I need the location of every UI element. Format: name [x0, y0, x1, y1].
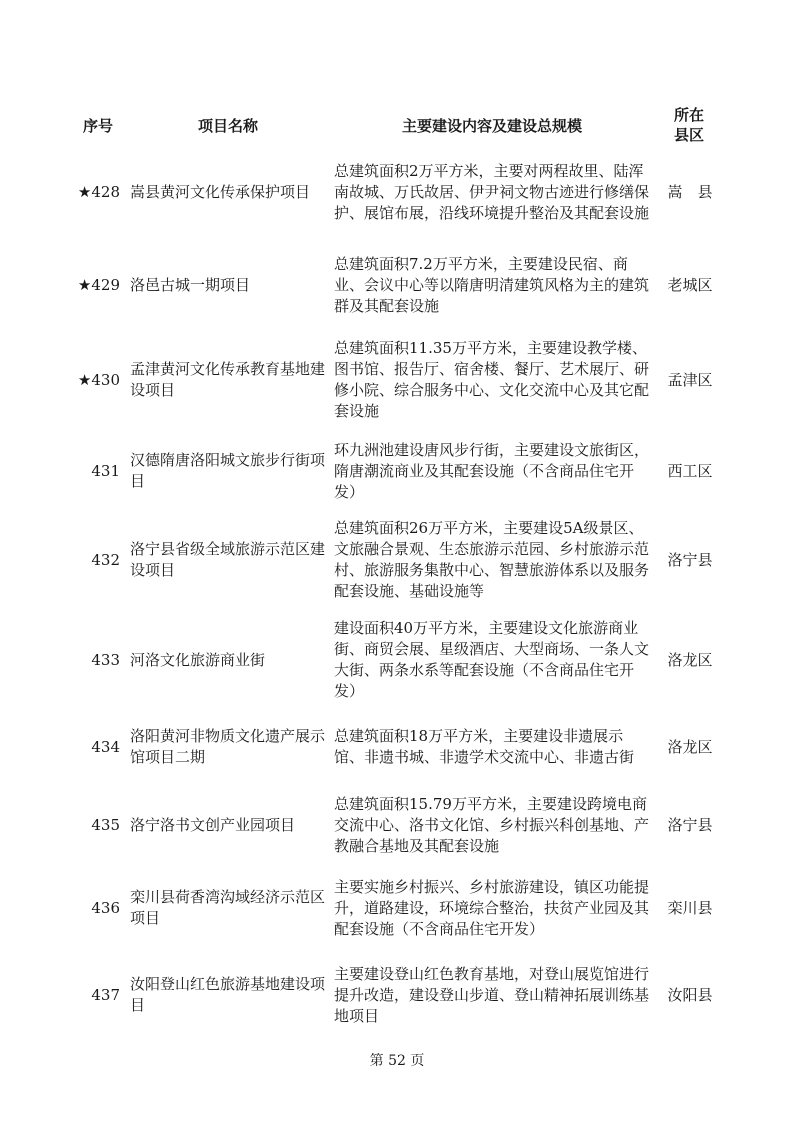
table-row [0, 714, 794, 780]
row-area: 洛龙区 [667, 737, 713, 756]
row-name: 洛阳黄河非物质文化遗产展示馆项目二期 [130, 727, 326, 766]
row-area: 洛宁县 [667, 550, 713, 569]
row-area: 老城区 [667, 275, 713, 294]
header-desc: 主要建设内容及建设总规模 [401, 116, 582, 135]
row-name: 洛宁洛书文创产业园项目 [130, 815, 296, 834]
row-desc: 总建筑面积26万平方米，主要建设5A级景区、文旅融合景观、生态旅游示范园、乡村旅游示范村、旅游服务集散中心、智慧旅游体系以及服务配套设施、基础设施等 [334, 519, 650, 600]
row-area: 嵩 县 [667, 182, 713, 201]
row-area: 洛龙区 [667, 650, 713, 669]
row-desc: 总建筑面积11.35万平方米，主要建设教学楼、图书馆、报告厅、宿舍楼、餐厅、艺术展厅、研修小院、综合服务中心、文化交流中心及其它配套设施 [334, 339, 650, 420]
table-row [0, 336, 794, 424]
page-number: 第 52 页 [369, 1053, 425, 1069]
table-row [0, 864, 794, 952]
row-area: 栾川县 [667, 898, 713, 917]
row-no: ★429 [77, 275, 120, 294]
row-desc: 总建筑面积7.2万平方米，主要建设民宿、商业、会议中心等以隋唐明清建筑风格为主的建筑群及其配套设施 [334, 254, 650, 315]
row-no: 437 [91, 985, 120, 1004]
table-row [0, 438, 794, 504]
row-no: ★428 [77, 182, 120, 201]
table-row [0, 148, 794, 236]
row-name: 栾川县荷香湾沟域经济示范区项目 [130, 888, 326, 927]
row-name: 洛宁县省级全域旅游示范区建设项目 [130, 540, 326, 579]
row-desc: 环九洲池建设唐风步行街，主要建设文旅街区，隋唐潮流商业及其配套设施（不含商品住宅开发） [334, 440, 650, 501]
table-row [0, 962, 794, 1028]
row-no: 431 [91, 461, 120, 480]
header-name: 项目名称 [197, 116, 258, 135]
row-desc: 建设面积40万平方米，主要建设文化旅游商业街、商贸会展、星级酒店、大型商场、一条人文大街、两条水系等配套设施（不含商品住宅开发） [334, 619, 650, 700]
row-no: ★430 [77, 370, 120, 389]
row-name: 孟津黄河文化传承教育基地建设项目 [130, 360, 326, 399]
table-row [0, 516, 794, 604]
row-desc: 总建筑面积18万平方米，主要建设非遗展示馆、非遗书城、非遗学术交流中心、非遗古街 [334, 727, 635, 766]
row-area: 洛宁县 [667, 815, 713, 834]
row-no: 435 [91, 815, 120, 834]
row-area: 西工区 [667, 461, 713, 480]
row-name: 嵩县黄河文化传承保护项目 [130, 182, 311, 201]
row-area: 孟津区 [667, 370, 713, 389]
header-no: 序号 [82, 116, 113, 135]
table-row [0, 616, 794, 704]
row-no: 433 [91, 650, 120, 669]
row-area: 汝阳县 [667, 985, 713, 1004]
table-row [0, 792, 794, 858]
row-name: 洛邑古城一期项目 [130, 275, 251, 294]
row-no: 436 [91, 898, 120, 917]
header-area: 所在 县区 [673, 106, 704, 144]
row-name: 汝阳登山红色旅游基地建设项目 [130, 975, 326, 1014]
row-desc: 总建筑面积2万平方米，主要对两程故里、陆浑南故城、万氏故居、伊尹祠文物古迹进行修缮保护、展馆布展，沿线环境提升整治及其配套设施 [334, 161, 650, 222]
row-name: 河洛文化旅游商业街 [130, 650, 266, 669]
row-name: 汉德隋唐洛阳城文旅步行街项目 [130, 451, 326, 490]
row-desc: 主要实施乡村振兴、乡村旅游建设，镇区功能提升，道路建设，环境综合整治，扶贫产业园及其配套设施（不含商品住宅开发） [334, 877, 650, 938]
row-desc: 主要建设登山红色教育基地，对登山展览馆进行提升改造，建设登山步道、登山精神拓展训练基地项目 [334, 964, 650, 1025]
row-no: 434 [91, 737, 120, 756]
table-row [0, 252, 794, 318]
row-no: 432 [91, 550, 120, 569]
row-desc: 总建筑面积15.79万平方米，主要建设跨境电商交流中心、洛书文化馆、乡村振兴科创基地、产教融合基地及其配套设施 [334, 794, 650, 855]
